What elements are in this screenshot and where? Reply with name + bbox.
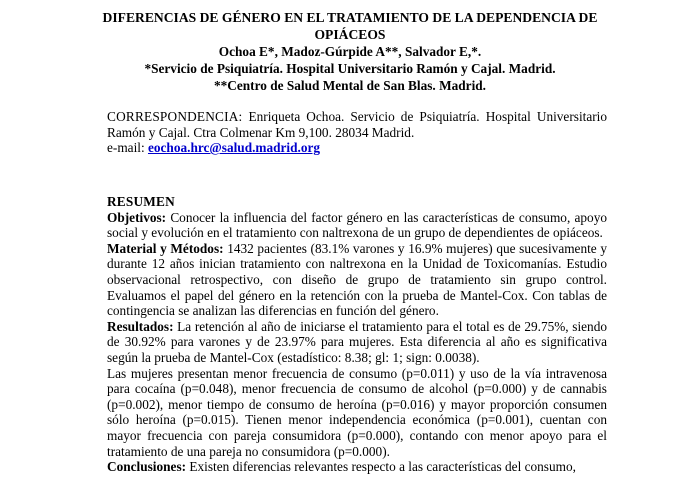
resultados-label: Resultados: xyxy=(107,318,174,334)
email-label: e-mail: xyxy=(107,140,148,156)
objetivos-text: Conocer la influencia del factor género en las características de consumo, apoyo social y evolución en el tratamiento con naltrexona de un grupo de dependientes de opiáceos. xyxy=(107,209,607,241)
conclusiones-paragraph xyxy=(107,459,607,475)
correspondence-block xyxy=(107,109,607,156)
objetivos-label: Objetivos: xyxy=(107,209,167,225)
correspondence-address: Enriqueta Ochoa. Servicio de Psiquiatría. Hospital Universitario Ramón y Cajal. Ctra Colmenar Km 9,100. 28034 Madrid. xyxy=(107,109,607,140)
correspondence-label: CORRESPONDENCIA: xyxy=(107,109,243,124)
resultados-text: La retención al año de iniciarse el tratamiento para el total es de 29.75%, siendo de 30.92% para varones y de 23.97% para mujeres. Esta diferencia al año es significativa según la prueba de Mantel-Cox (estadístico: 8.38; gl: 1; sign: 0.0038). xyxy=(107,318,607,365)
email-link[interactable]: eochoa.hrc@salud.madrid.org xyxy=(147,140,321,156)
material-text: 1432 pacientes (83.1% varones y 16.9% mujeres) que sucesivamente y durante 12 años inician tratamiento con naltrexona en la Unidad de Toxicomanías. Estudio observacional retrospectivo, con diseño de grupo de tratamiento sin grupo control. Evaluamos el papel del género en la retención con la prueba de Mantel-Cox. Con tablas de contingencia se analizan las diferencias en función del género. xyxy=(107,240,607,319)
conclusiones-text: Existen diferencias relevantes respecto a las características del consumo, xyxy=(186,459,576,475)
material-label: Material y Métodos: xyxy=(107,240,224,256)
authors: Ochoa E*, Madoz-Gúrpide A**, Salvador E,*. xyxy=(218,44,482,59)
email-line xyxy=(107,140,607,156)
resultados-paragraph xyxy=(107,319,607,366)
affiliation-2: **Centro de Salud Mental de San Blas. Madrid. xyxy=(213,78,486,93)
conclusiones-label: Conclusiones: xyxy=(107,459,187,475)
abstract-section xyxy=(107,194,607,475)
material-paragraph xyxy=(107,241,607,319)
abstract-heading: RESUMEN xyxy=(107,194,175,209)
title-block xyxy=(80,9,620,94)
resultados-paragraph-2: Las mujeres presentan menor frecuencia de consumo (p=0.011) y uso de la vía intravenosa para cocaína (p=0.048), menor frecuencia de consumo de alcohol (p=0.000) y de cannabis (p=0.002), menor tiempo de consumo de heroína (p=0.016) y mayor proporción consumen sólo heroína (p=0.015). Tienen menor independencia económica (p=0.001), cuentan con mayor frecuencia con pareja consumidora (p=0.000), contando con menor apoyo para el tratamiento de una pareja no consumidora (p=0.000). xyxy=(107,365,607,459)
paper-title: DIFERENCIAS DE GÉNERO EN EL TRATAMIENTO DE LA DEPENDENCIA DE OPIÁCEOS xyxy=(102,10,598,42)
objetivos-paragraph xyxy=(107,210,607,241)
correspondence-text xyxy=(107,109,607,140)
affiliation-1: *Servicio de Psiquiatría. Hospital Universitario Ramón y Cajal. Madrid. xyxy=(144,61,556,76)
